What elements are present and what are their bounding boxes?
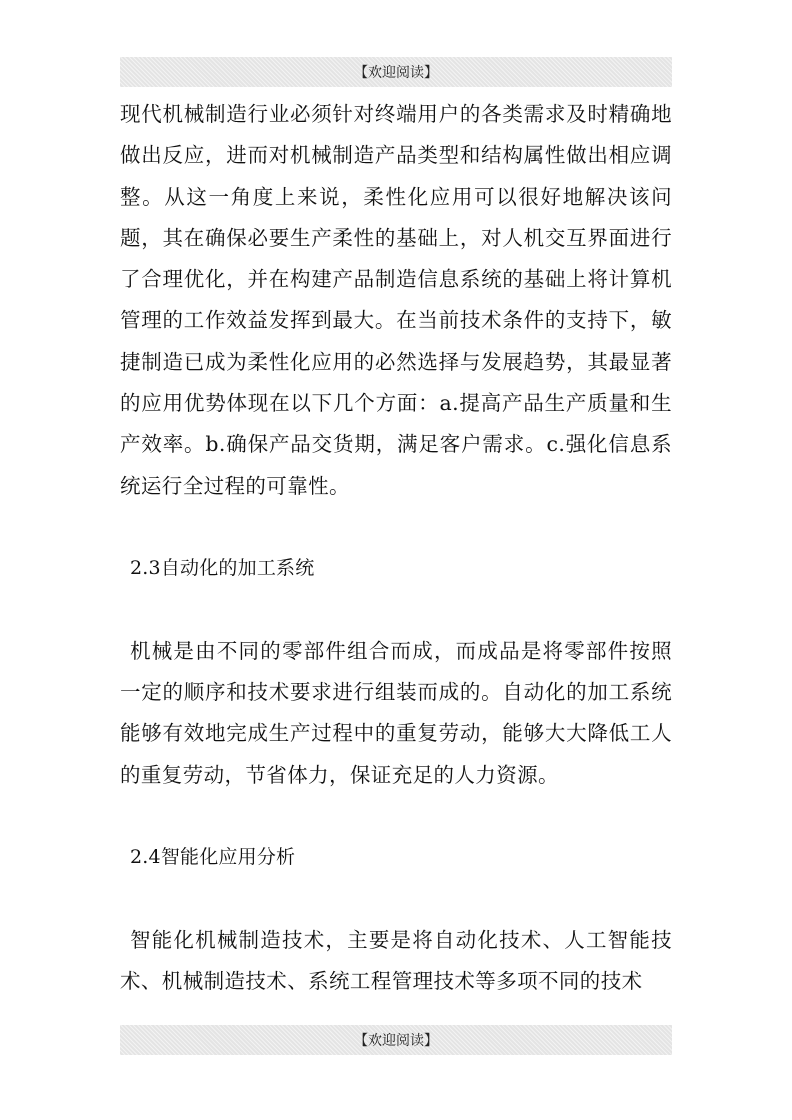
header-banner-text: 【欢迎阅读】 xyxy=(354,65,438,81)
document-body xyxy=(120,94,672,1003)
body-paragraph: 智能化机械制造技术，主要是将自动化技术、人工智能技术、机械制造技术、系统工程管理技术等多项不同的技术 xyxy=(120,927,672,994)
header-banner xyxy=(120,57,672,87)
footer-banner xyxy=(120,1025,672,1055)
paragraph-gap xyxy=(120,879,672,920)
paragraph-gap xyxy=(120,796,672,837)
body-paragraph: 现代机械制造行业必须针对终端用户的各类需求及时精确地做出反应，进而对机械制造产品类型和结构属性做出相应调整。从这一角度上来说，柔性化应用可以很好地解决该问题，其在确保必要生产柔性的基础上，对人机交互界面进行了合理优化，并在构建产品制造信息系统的基础上将计算机管理的工作效益发挥到最大。在当前技术条件的支持下，敏捷制造已成为柔性化应用的必然选择与发展趋势，其最显著的应用优势体现在以下几个方面：a.提高产品生产质量和生产效率。b.确保产品交货期，满足客户需求。c.强化信息系统运行全过程的可靠性。 xyxy=(120,102,672,498)
section-heading: 2.4智能化应用分析 xyxy=(130,846,296,869)
paragraph-gap xyxy=(120,590,672,631)
body-paragraph: 机械是由不同的零部件组合而成，而成品是将零部件按照一定的顺序和技术要求进行组装而成的。自动化的加工系统能够有效地完成生产过程中的重复劳动，能够大大降低工人的重复劳动，节省体力，保证充足的人力资源。 xyxy=(120,638,672,787)
footer-banner-text: 【欢迎阅读】 xyxy=(354,1033,438,1049)
section-heading: 2.3自动化的加工系统 xyxy=(130,557,315,580)
paragraph-gap xyxy=(120,507,672,548)
